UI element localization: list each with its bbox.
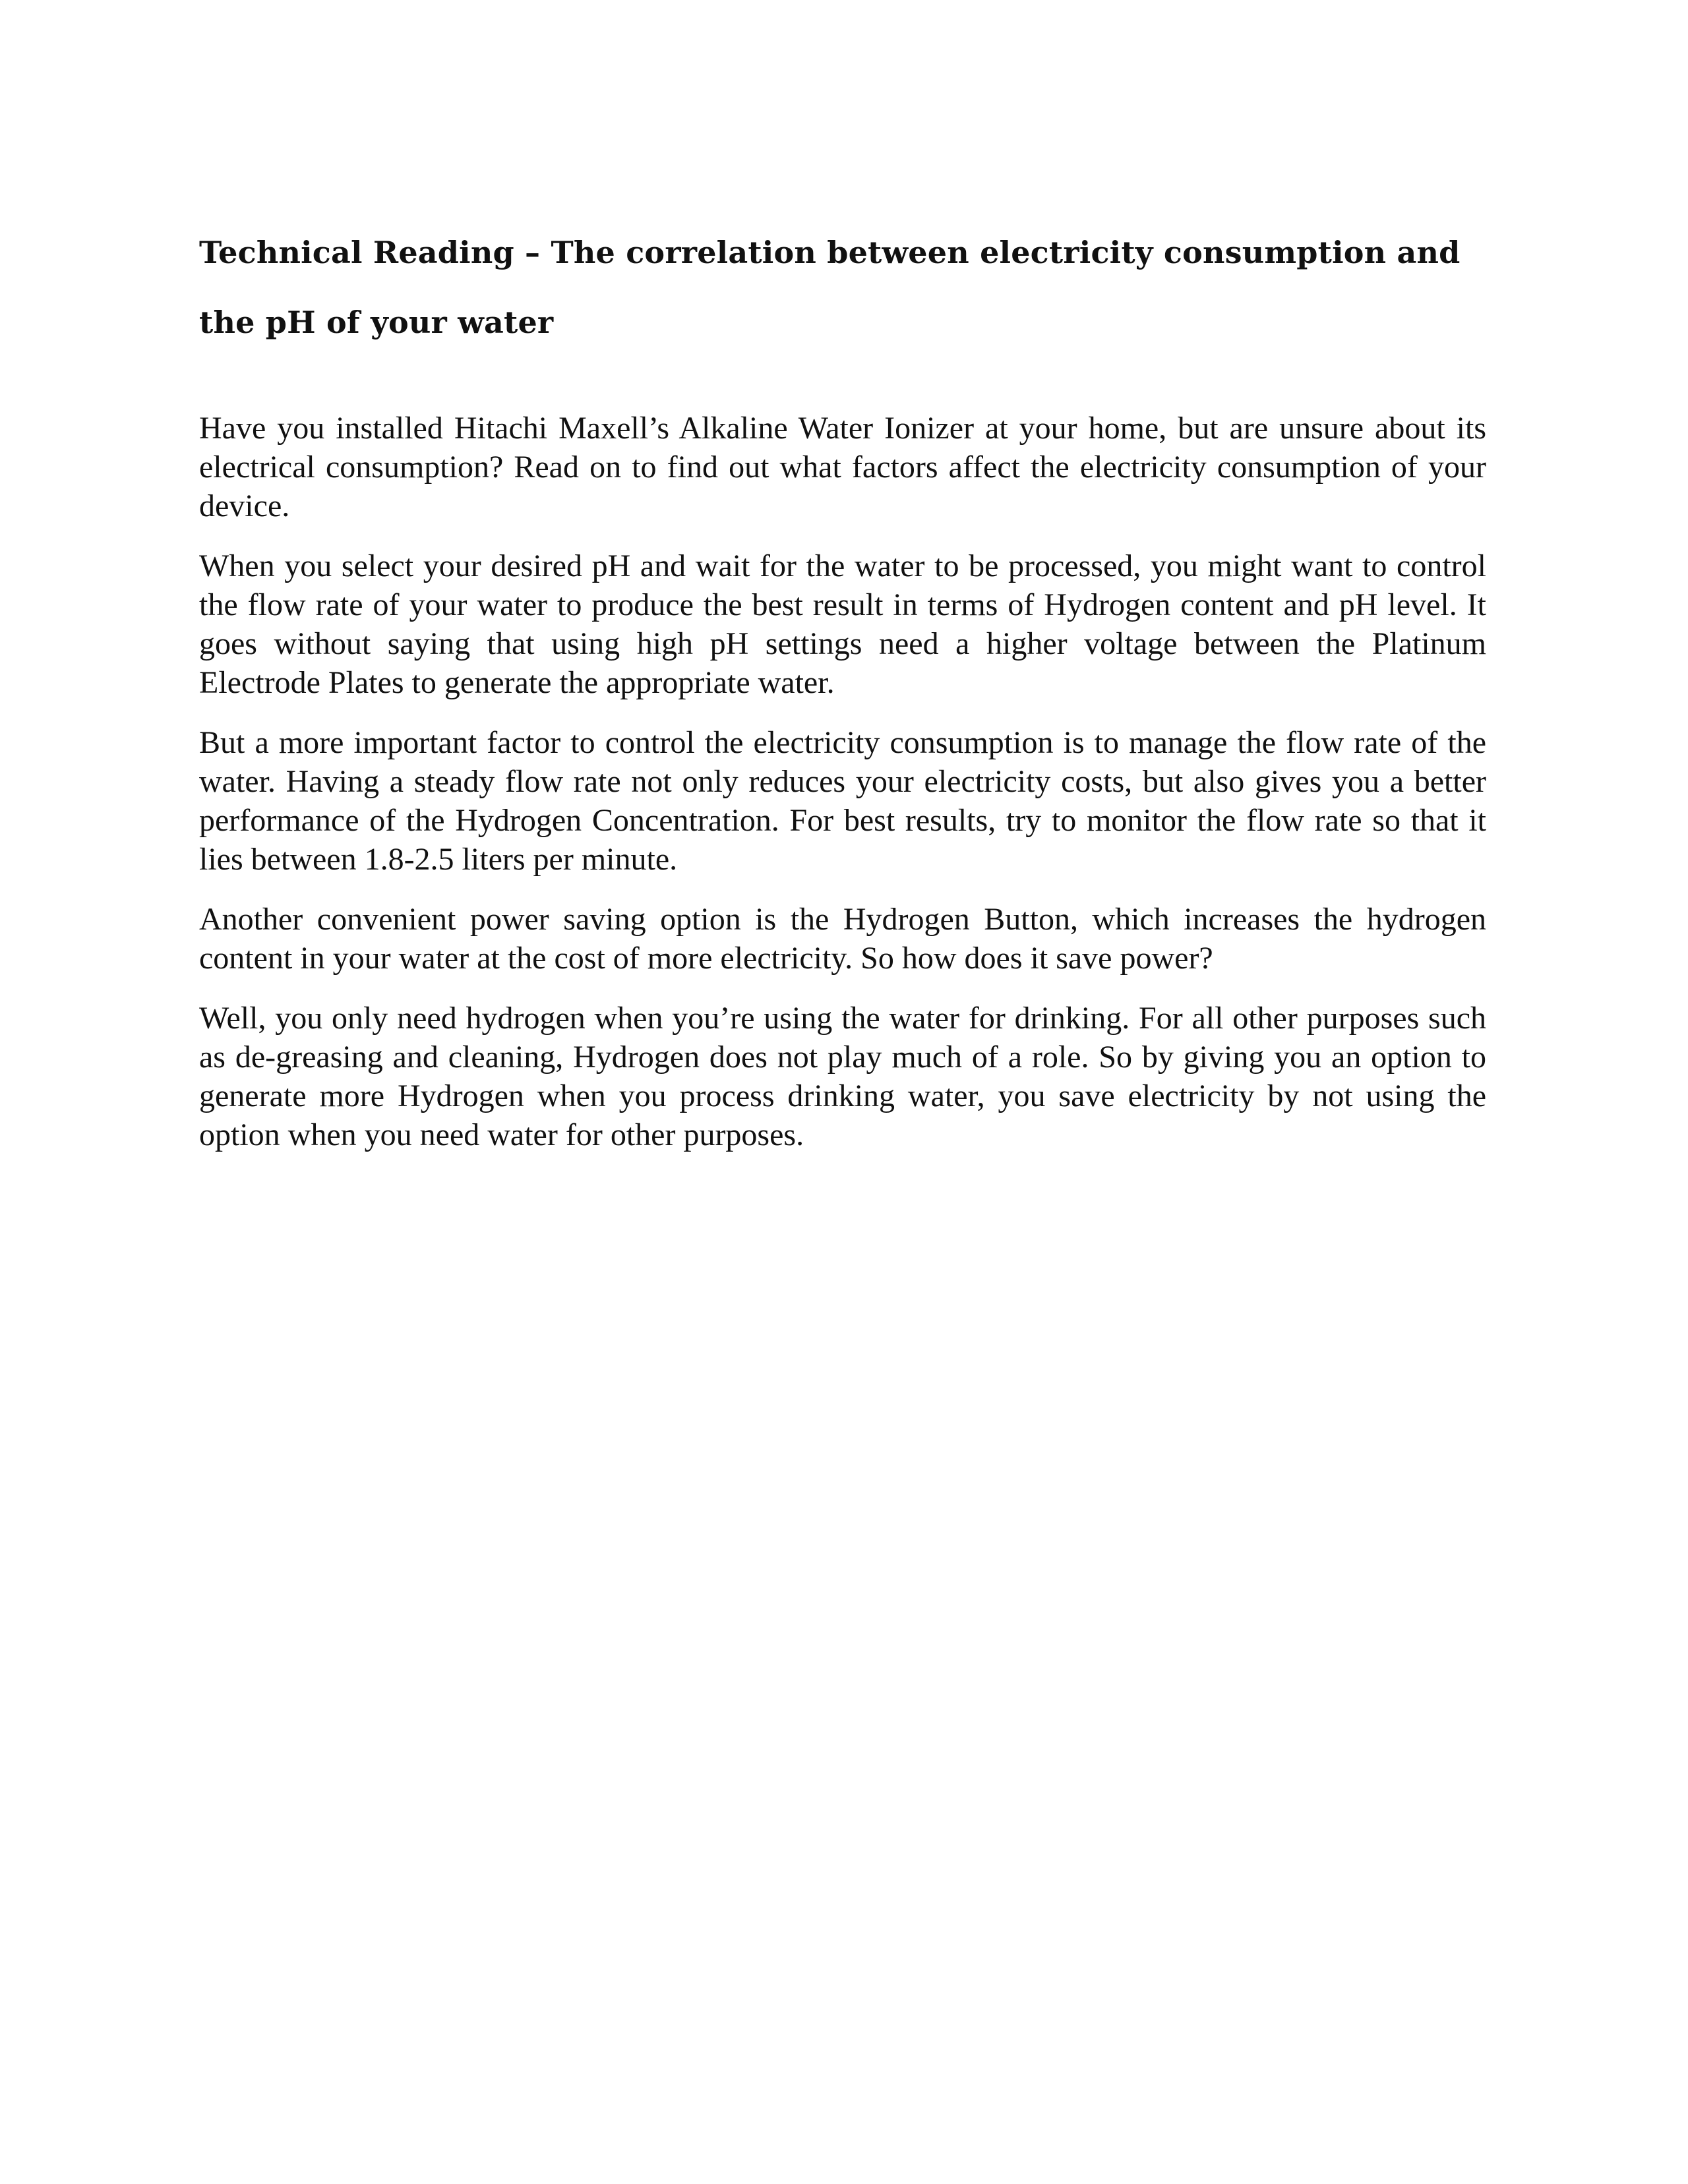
paragraph-flow-rate-ph: When you select your desired pH and wait for the water to be processed, you might want to control the flow rate of your water to produce the best result in terms of Hydrogen content and pH level. It goes without saying that using high pH settings need a higher voltage between the Platinum Electrode Plates to generate the appropriate water.: [199, 548, 1486, 700]
document-body: [199, 218, 1486, 1175]
paragraph-flow-rate-control: But a more important factor to control the electricity consumption is to manage the flow rate of the water. Having a steady flow rate not only reduces your electricity costs, but also gives you a better performance of the Hydrogen Concentration. For best results, try to monitor the flow rate so that it lies between 1.8-2.5 liters per minute.: [199, 725, 1486, 877]
paragraph-intro: Have you installed Hitachi Maxell’s Alkaline Water Ionizer at your home, but are unsure about its electrical consumption? Read on to find out what factors affect the electricity consumption of your device.: [199, 411, 1486, 523]
paragraph-hydrogen-button: Another convenient power saving option is the Hydrogen Button, which increases the hydrogen content in your water at the cost of more electricity. So how does it save power?: [199, 902, 1486, 976]
paragraph-drinking-water: Well, you only need hydrogen when you’re using the water for drinking. For all other purposes such as de-greasing and cleaning, Hydrogen does not play much of a role. So by giving you an option to generate more Hydrogen when you process drinking water, you save electricity by not using the option when you need water for other purposes.: [199, 1001, 1486, 1152]
document-title: Technical Reading – The correlation between electricity consumption and the pH of your water: [199, 235, 1461, 340]
